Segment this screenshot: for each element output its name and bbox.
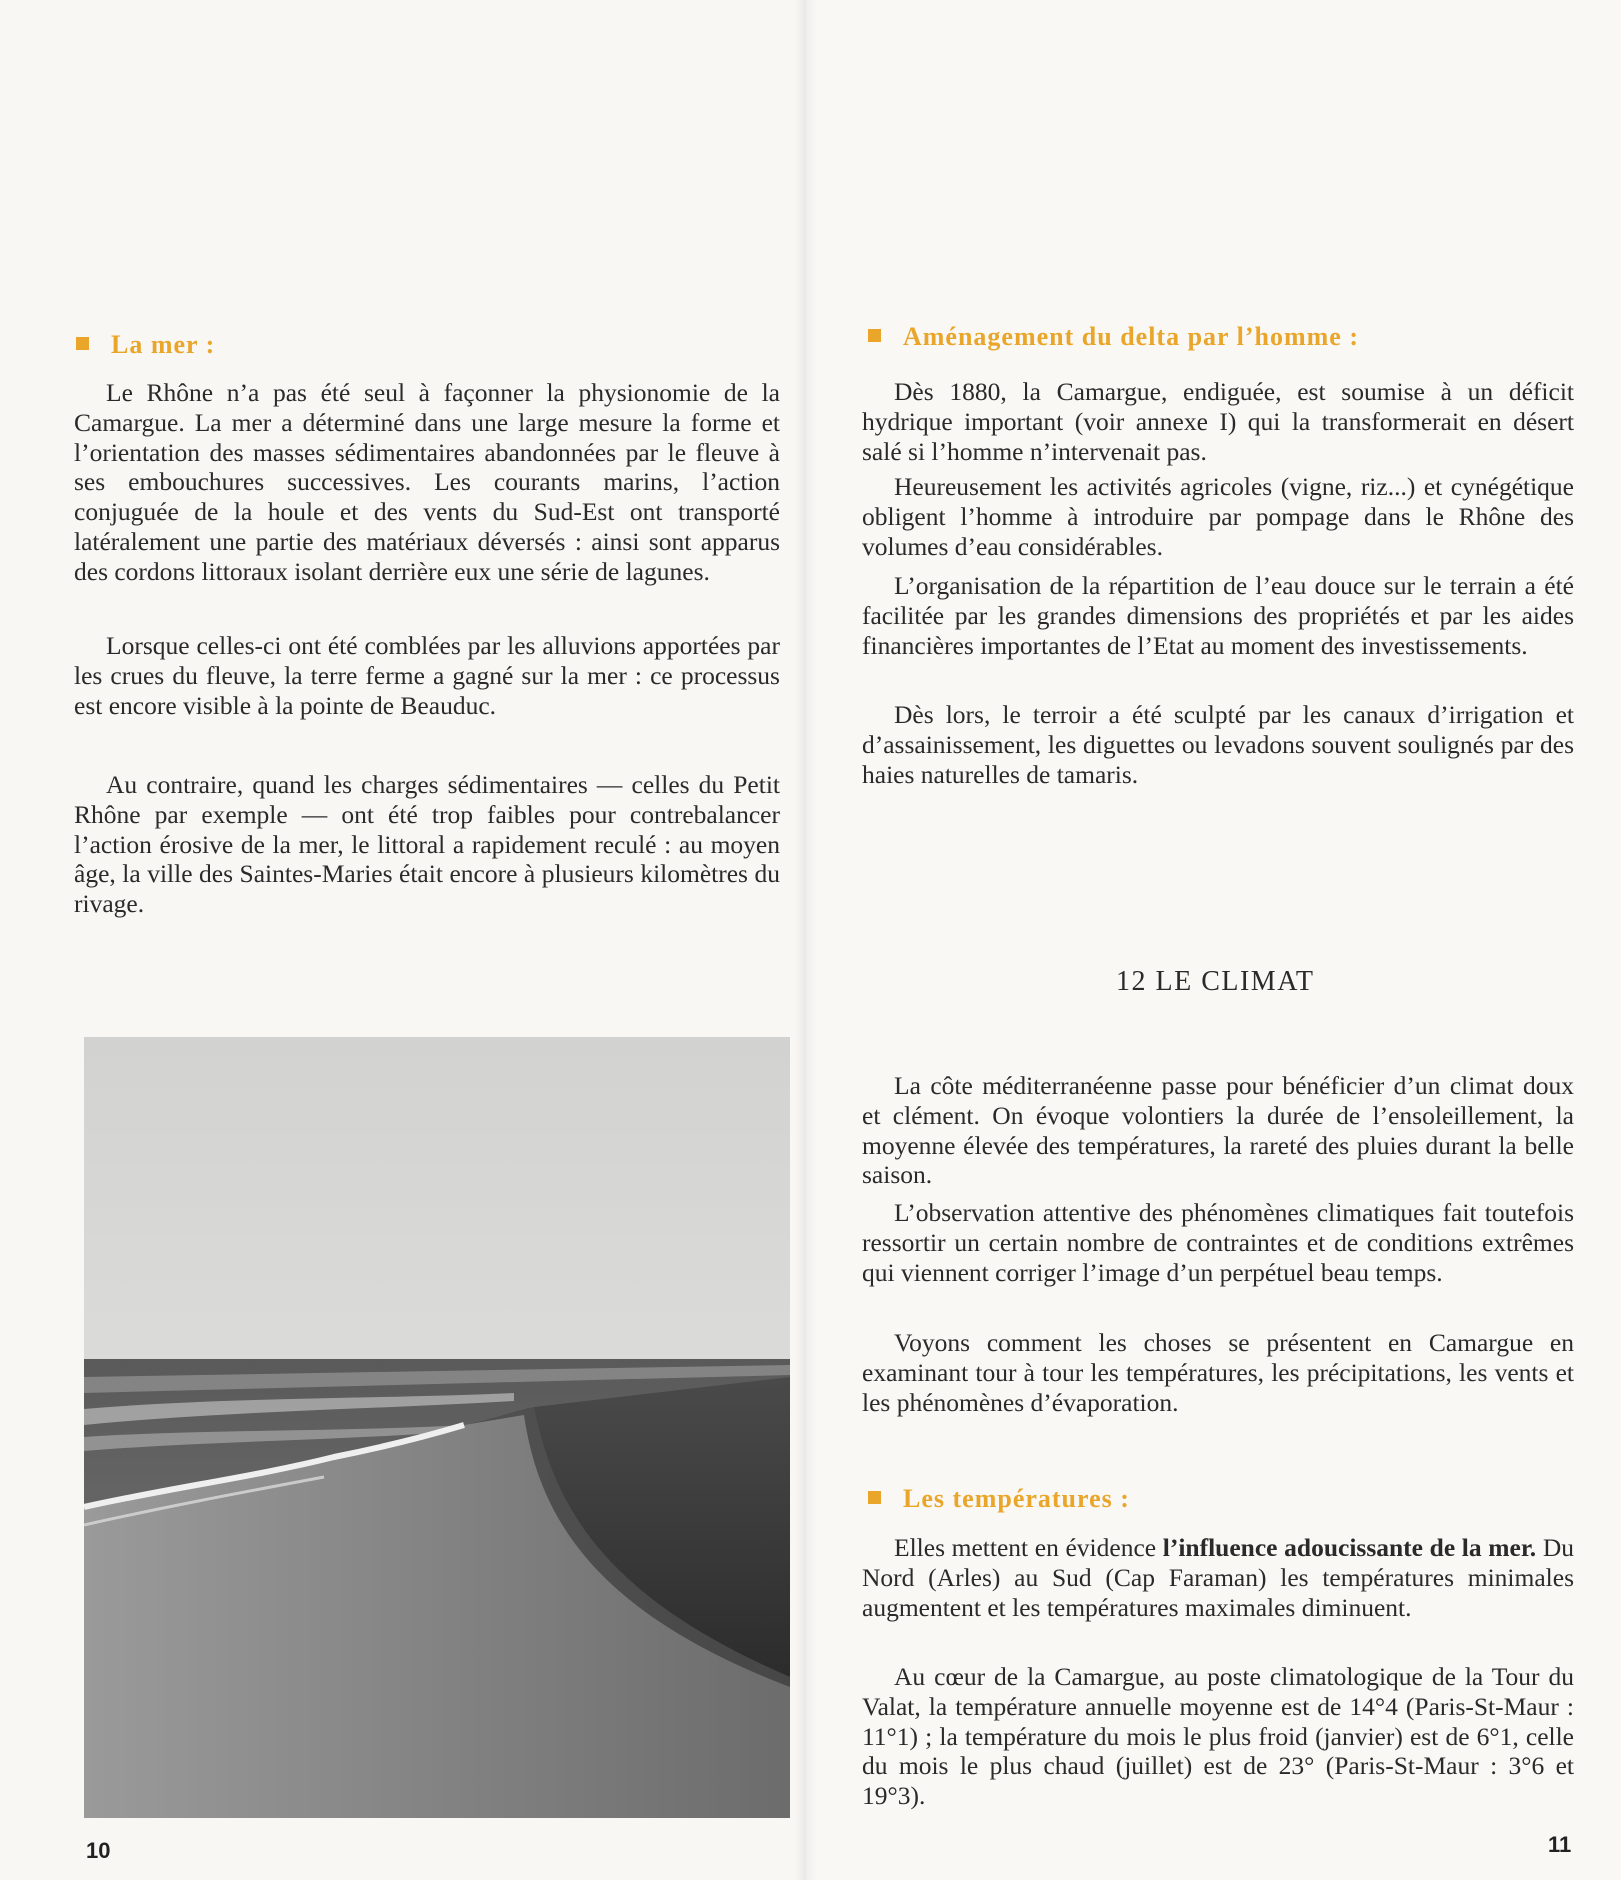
emphasis-text: l’influence adoucissante de la mer. <box>1162 1533 1537 1562</box>
paragraph-amenagement-4: Dès lors, le terroir a été sculpté par les canaux d’irrigation et d’assainissement, les diguettes ou levadons souvent soulignés par des haies naturelles de tamaris. <box>862 700 1574 789</box>
section-heading-text: La mer : <box>111 330 216 359</box>
paragraph-temperatures-1 <box>862 1533 1574 1622</box>
paragraph-temperatures-2: Au cœur de la Camargue, au poste climatologique de la Tour du Valat, la température annuelle moyenne est de 14°4 (Paris-St-Maur : 11°1) ; la température du mois le plus froid (janvier) est de 6°1, celle du mois le plus chaud (juillet) est de 23° (Paris-St-Maur : 3°6 et 19°3). <box>862 1662 1574 1811</box>
square-bullet-icon <box>868 1491 881 1504</box>
paragraph-amenagement-3: L’organisation de la répartition de l’eau douce sur le terrain a été facilitée par les grandes dimensions des propriétés et par les aides financières importantes de l’Etat au moment des investissements. <box>862 571 1574 660</box>
page-number-right: 11 <box>1548 1832 1572 1857</box>
paragraph-climat-2: L’observation attentive des phénomènes climatiques fait toutefois ressortir un certain nombre de contraintes et de conditions extrêmes qui viennent corriger l’image d’un perpétuel beau temps. <box>862 1198 1574 1287</box>
page-number-left: 10 <box>86 1838 111 1863</box>
square-bullet-icon <box>76 337 89 350</box>
paragraph-la-mer-1: Le Rhône n’a pas été seul à façonner la physionomie de la Camargue. La mer a déterminé dans une large mesure la forme et l’orientation des masses sédimentaires abandonnées par le fleuve à ses embouchures successives. Les courants marins, l’action conjuguée de la houle et des vents du Sud-Est ont transporté latéralement une partie des matériaux déversés : ainsi sont apparus des cordons littoraux isolant derrière eux une série de lagunes. <box>74 378 780 586</box>
paragraph-amenagement-2: Heureusement les activités agricoles (vigne, riz...) et cynégétique obligent l’homme à introduire par pompage dans le Rhône des volumes d’eau considérables. <box>862 472 1574 561</box>
book-gutter <box>795 0 817 1880</box>
section-heading-text: Les températures : <box>903 1484 1130 1513</box>
paragraph-climat-1: La côte méditerranéenne passe pour bénéficier d’un climat doux et clément. On évoque volontiers la durée de l’ensoleillement, la moyenne élevée des températures, la rareté des pluies durant la belle saison. <box>862 1071 1574 1190</box>
section-heading-amenagement <box>868 322 1359 352</box>
section-heading-text: Aménagement du delta par l’homme : <box>903 322 1359 351</box>
paragraph-amenagement-1: Dès 1880, la Camargue, endiguée, est soumise à un déficit hydrique important (voir annexe I) qui la transformerait en désert salé si l’homme n’intervenait pas. <box>862 377 1574 466</box>
paragraph-la-mer-3: Au contraire, quand les charges sédimentaires — celles du Petit Rhône par exemple — ont été trop faibles pour contrebalancer l’action érosive de la mer, le littoral a rapidement reculé : au moyen âge, la ville des Saintes-Maries était encore à plusieurs kilomètres du rivage. <box>74 770 780 919</box>
beach-photo <box>84 1037 790 1818</box>
section-heading-temperatures <box>868 1484 1130 1514</box>
paragraph-la-mer-2: Lorsque celles-ci ont été comblées par les alluvions apportées par les crues du fleuve, la terre ferme a gagné sur la mer : ce processus est encore visible à la pointe de Beauduc. <box>74 631 780 720</box>
section-heading-la-mer <box>76 330 215 360</box>
paragraph-climat-3: Voyons comment les choses se présentent en Camargue en examinant tour à tour les températures, les précipitations, les vents et les phénomènes d’évaporation. <box>862 1328 1574 1417</box>
chapter-title: 12 LE CLIMAT <box>1116 966 1315 997</box>
text-run: Elles mettent en évidence <box>894 1533 1163 1562</box>
square-bullet-icon <box>868 329 881 342</box>
text-run: Du Nord (Arles) au Sud (Cap Faraman) les températures minimales augmentent et les températures maximales diminuent. <box>862 1533 1575 1622</box>
